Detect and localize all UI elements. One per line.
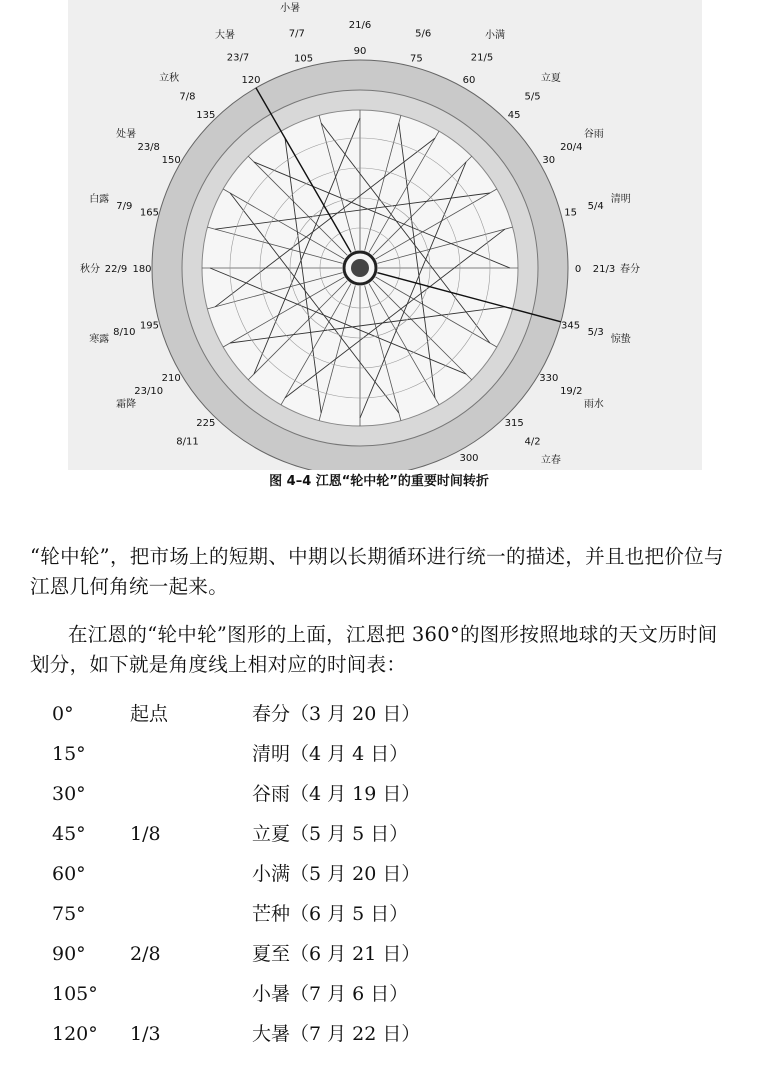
term-cell: 春分（3 月 20 日） [252,703,421,725]
date-label: 7/8 [179,91,196,103]
term-cell: 夏至（6 月 21 日） [252,943,421,965]
degree-label: 315 [504,418,524,430]
term-cell: 大暑（7 月 22 日） [252,1023,421,1045]
date-label: 23/8 [137,142,160,153]
degree-label: 105 [294,53,314,65]
figure-caption: 图 4–4 江恩“轮中轮”的重要时间转折 [269,474,489,489]
angle-cell: 0° [52,703,74,725]
degree-label: 210 [161,373,181,384]
solar-term-label: 大暑 [215,30,235,42]
term-cell: 立夏（5 月 5 日） [252,823,409,845]
degree-label: 195 [139,320,159,332]
date-label: 21/6 [348,20,372,31]
paragraph-2: 在江恩的“轮中轮”图形的上面，江恩把 360°的图形按照地球的天文历时间划分，如下就是角度线上相对应的时间表： [30,623,718,676]
wheel-figure [68,0,702,470]
angle-cell: 105° [52,983,98,1005]
degree-label: 180 [132,264,152,275]
solar-term-label: 雨水 [583,399,604,410]
term-cell: 小满（5 月 20 日） [252,863,421,885]
degree-label: 345 [561,320,581,332]
term-cell: 清明（4 月 4 日） [252,743,409,765]
degree-label: 30 [542,155,556,166]
date-label: 20/4 [560,142,583,153]
solar-term-label: 谷雨 [583,129,604,140]
angle-cell: 75° [52,903,86,925]
date-label: 5/5 [524,91,541,103]
degree-label: 90 [353,46,367,57]
date-label: 7/7 [288,28,305,40]
solar-term-label: 寒露 [89,333,110,345]
degree-label: 15 [564,207,577,219]
date-label: 8/11 [176,436,199,448]
angle-cell: 120° [52,1023,98,1045]
angle-cell: 90° [52,943,86,965]
date-label: 5/4 [587,200,604,212]
angle-cell: 30° [52,783,86,805]
date-label: 7/9 [116,200,133,212]
solar-term-label: 立夏 [540,73,561,85]
solar-term-label: 清明 [610,194,631,206]
note-cell: 1/8 [130,823,161,845]
solar-term-label: 小暑 [280,3,301,15]
solar-term-label: 惊蛰 [610,333,631,345]
date-label: 21/3 [592,264,616,275]
paragraph-1: “轮中轮”，把市场上的短期、中期以长期循环进行统一的描述，并且也把价位与江恩几何角统一起来。 [30,545,724,598]
term-cell: 谷雨（4 月 19 日） [252,783,421,805]
solar-term-label: 霜降 [116,399,137,410]
term-cell: 小暑（7 月 6 日） [252,983,409,1005]
solar-term-label: 立春 [540,454,561,466]
date-label: 21/5 [470,52,494,64]
degree-label: 225 [196,418,216,430]
solar-term-label: 秋分 [80,264,100,275]
degree-label: 330 [539,373,559,384]
note-cell: 1/3 [130,1023,161,1045]
degree-label: 45 [507,109,521,121]
solar-term-label: 处暑 [116,129,137,140]
degree-label: 120 [241,75,261,87]
angle-cell: 15° [52,743,86,765]
degree-label: 300 [459,452,479,464]
note-cell: 起点 [130,703,169,725]
degree-label: 60 [462,75,476,87]
date-label: 5/6 [415,28,432,40]
angle-cell: 60° [52,863,86,885]
solar-term-label: 白露 [89,194,110,206]
degree-label: 165 [139,207,159,219]
solar-term-label: 春分 [620,264,640,275]
angle-cell: 45° [52,823,86,845]
degree-label: 75 [410,53,423,65]
solar-term-label: 立秋 [159,73,180,85]
degree-label: 0 [574,264,582,275]
date-label: 22/9 [104,264,128,275]
wheel-in-wheel-diagram [68,0,702,470]
degree-label: 150 [161,155,181,166]
note-cell: 2/8 [130,943,161,965]
date-label: 8/10 [113,327,136,339]
term-cell: 芒种（6 月 5 日） [252,903,409,925]
date-label: 23/10 [134,386,164,397]
degree-label: 135 [196,109,216,121]
solar-term-label: 小满 [485,30,505,42]
date-label: 4/2 [524,436,541,448]
date-label: 23/7 [226,52,250,64]
date-label: 19/2 [560,386,583,397]
date-label: 5/3 [587,327,604,339]
